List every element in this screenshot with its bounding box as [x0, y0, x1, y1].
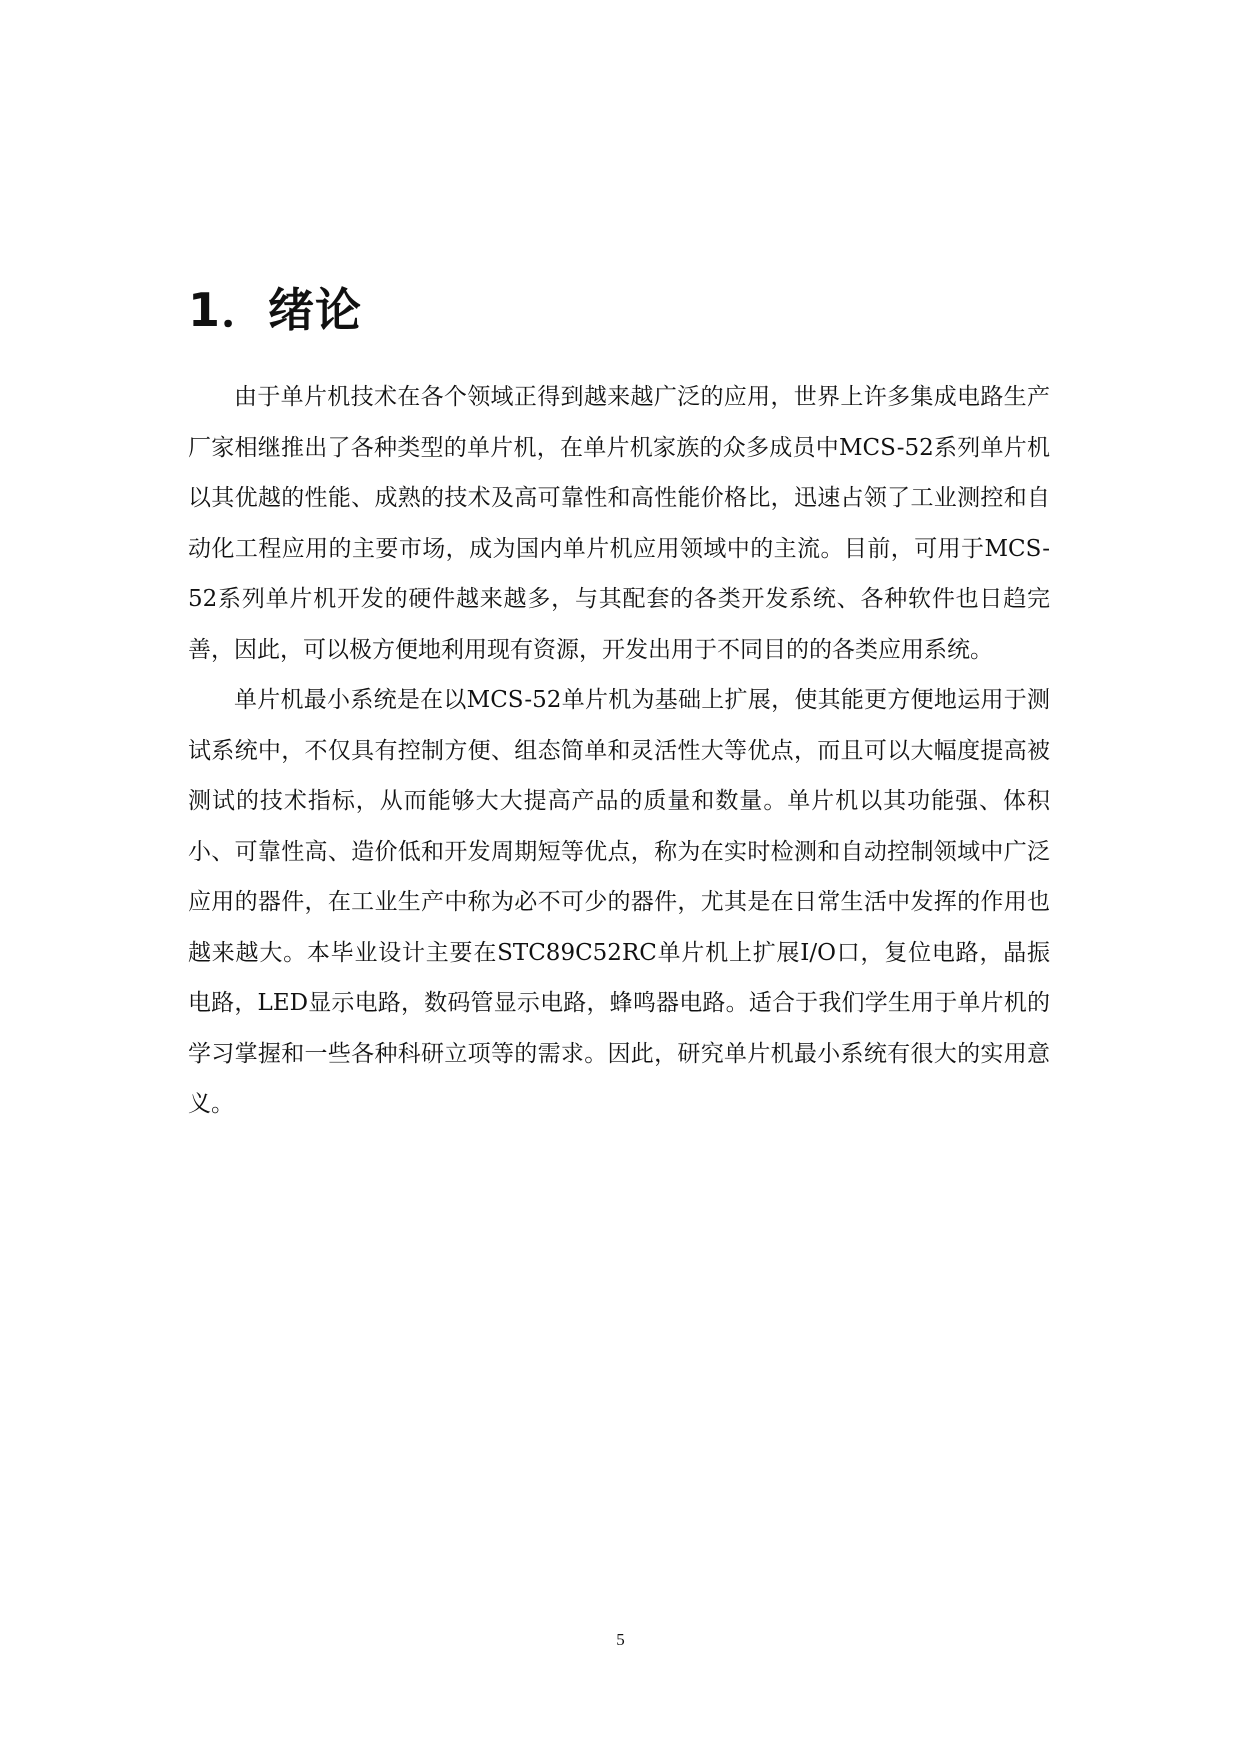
body-text — [188, 372, 1050, 1130]
paragraph-minimum-system: 单片机最小系统是在以MCS-52单片机为基础上扩展，使其能更方便地运用于测试系统中，不仅具有控制方便、组态简单和灵活性大等优点，而且可以大幅度提高被测试的技术指标，从而能够大大提高产品的质量和数量。单片机以其功能强、体积小、可靠性高、造价低和开发周期短等优点，称为在实时检测和自动控制领域中广泛应用的器件，在工业生产中称为必不可少的器件，尤其是在日常生活中发挥的作用也越来越大。本毕业设计主要在STC89C52RC单片机上扩展I/O口，复位电路，晶振电路，LED显示电路，数码管显示电路，蜂鸣器电路。适合于我们学生用于单片机的学习掌握和一些各种科研立项等的需求。因此，研究单片机最小系统有很大的实用意义。 — [188, 687, 1050, 1117]
page-number: 5 — [616, 1630, 625, 1649]
paragraph-intro: 由于单片机技术在各个领域正得到越来越广泛的应用，世界上许多集成电路生产厂家相继推出了各种类型的单片机，在单片机家族的众多成员中MCS-52系列单片机以其优越的性能、成熟的技术及高可靠性和高性能价格比，迅速占领了工业测控和自动化工程应用的主要市场，成为国内单片机应用领域中的主流。目前，可用于MCS-52系列单片机开发的硬件越来越多，与其配套的各类开发系统、各种软件也日趋完善，因此，可以极方便地利用现有资源，开发出用于不同目的的各类应用系统。 — [188, 384, 1050, 663]
chapter-title: 1．绪论 — [188, 283, 363, 337]
